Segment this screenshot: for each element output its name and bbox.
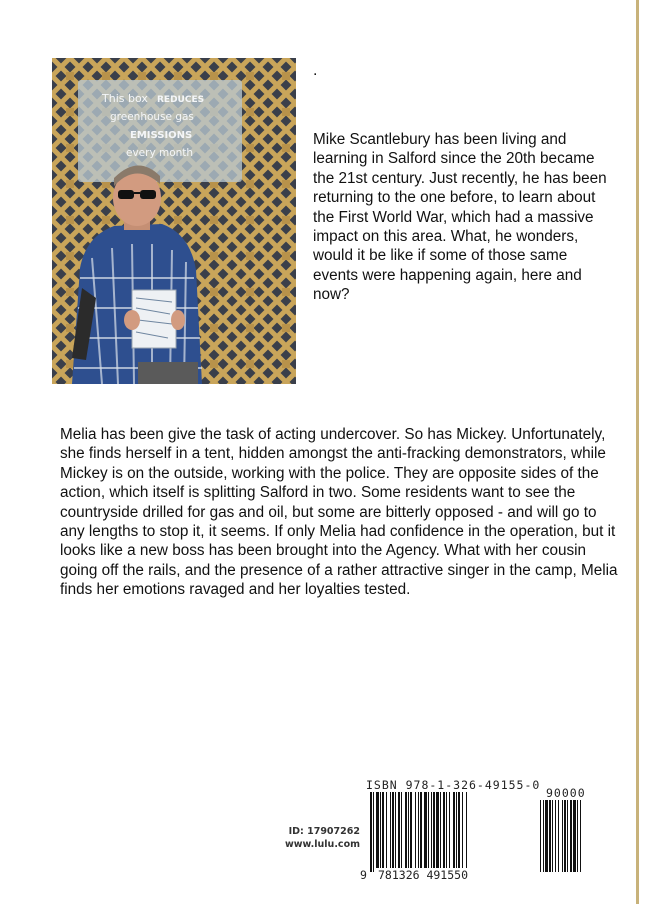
barcode-lead-digit: 9 bbox=[360, 868, 367, 882]
publisher-id bbox=[260, 825, 360, 851]
stray-dot: . bbox=[313, 62, 318, 79]
sign-text-1: This box bbox=[102, 92, 148, 105]
barcode-bars bbox=[362, 792, 622, 874]
isbn-barcode bbox=[362, 778, 622, 883]
sign-text-4: EMISSIONS bbox=[130, 130, 193, 141]
book-blurb: Melia has been give the task of acting undercover. So has Mickey. Unfortunately, she finds herself in a tent, hidden amongst the anti-fracking demonstrators, while Mickey is on the outside, working with the police. They are opposite sides of the action, which itself is splitting Salford in two. Some residents want to see the countryside drilled for gas and oil, but some are bitterly opposed - and will go to any lengths to stop it, it seems. If only Melia had confidence in the operation, but it looks like a new boss has been brought into the Agency. What with her cousin going off the rails, and the presence of a rather attractive singer in the camp, Melia finds her emotions ravaged and her loyalties tested. bbox=[60, 426, 618, 599]
barcode-digits: 781326 491550 bbox=[378, 868, 469, 882]
publisher-id-line: ID: 17907262 bbox=[288, 826, 360, 837]
price-code: 90000 bbox=[546, 786, 586, 800]
sign-text-3: greenhouse gas bbox=[110, 111, 194, 123]
isbn-label: ISBN 978-1-326-49155-0 bbox=[366, 778, 541, 792]
publisher-site: www.lulu.com bbox=[284, 839, 360, 850]
sign-text-5: every month bbox=[126, 147, 194, 159]
sign-text-2: REDUCES bbox=[157, 95, 205, 105]
spine-edge bbox=[636, 0, 639, 904]
author-bio: Mike Scantlebury has been living and learning in Salford since the 20th became the 21st century. Just recently, he has been returning to the one before, to learn about the First World War, which had a massive impact on this area. What, he wonders, would it be like if some of those same events were happening again, here and now? bbox=[313, 131, 607, 304]
author-photo bbox=[52, 58, 296, 384]
